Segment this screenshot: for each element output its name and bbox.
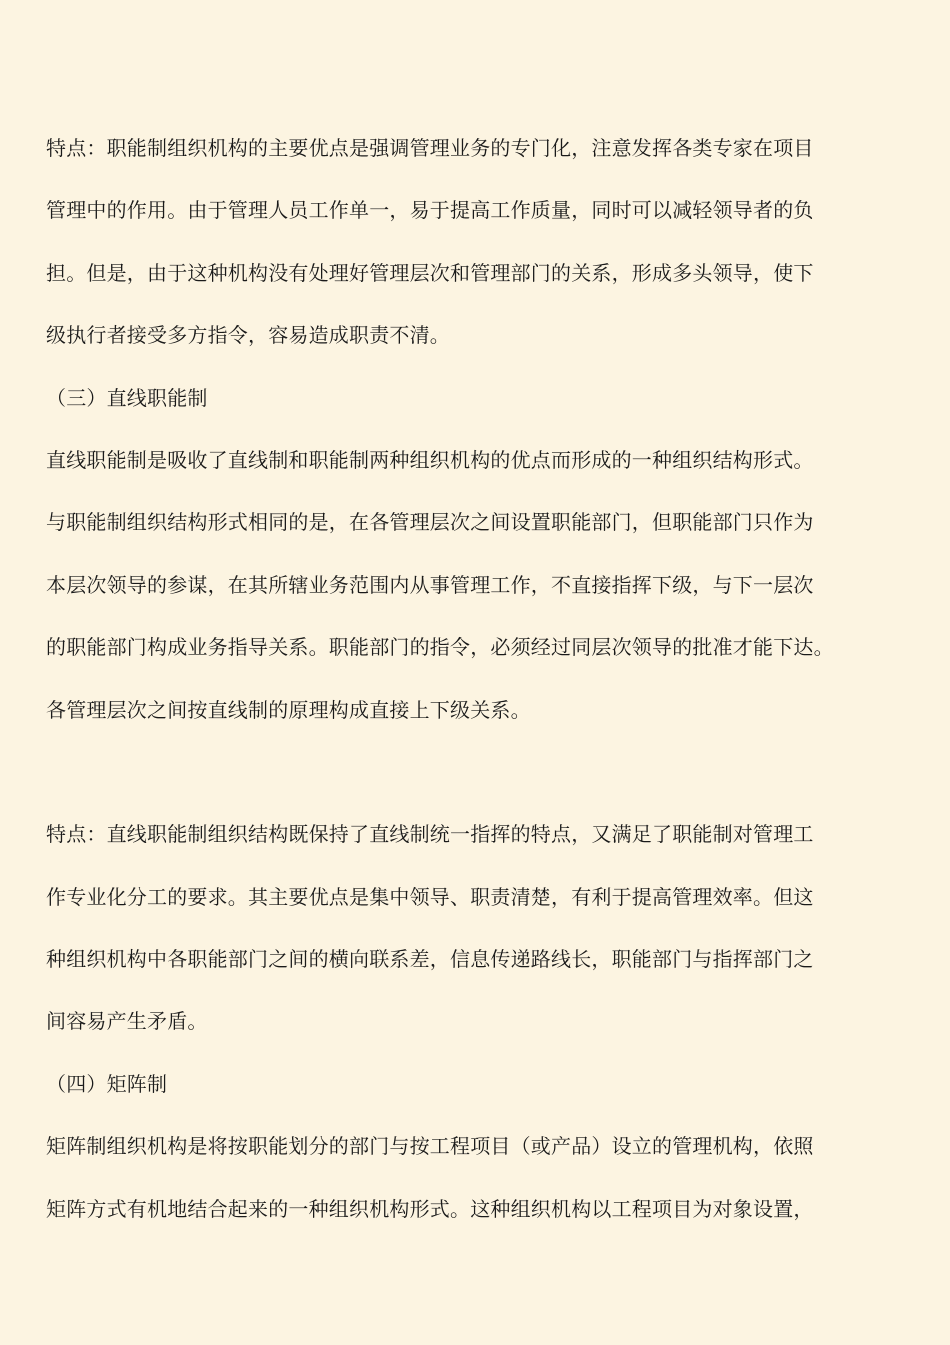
paragraph-line: 级执行者接受多方指令，容易造成职责不清。: [46, 323, 450, 348]
document-body: [46, 117, 858, 1240]
paragraph-line: 与职能制组织结构形式相同的是，在各管理层次之间设置职能部门，但职能部门只作为: [46, 510, 814, 535]
paragraph-line: 特点：直线职能制组织结构既保持了直线制统一指挥的特点，又满足了职能制对管理工: [46, 822, 814, 847]
paragraph-spacer: [46, 741, 858, 803]
paragraph-line: 直线职能制是吸收了直线制和职能制两种组织机构的优点而形成的一种组织结构形式。: [46, 447, 814, 472]
paragraph-line: 作专业化分工的要求。其主要优点是集中领导、职责清楚，有利于提高管理效率。但这: [46, 884, 814, 909]
paragraph-line: 的职能部门构成业务指导关系。职能部门的指令，必须经过同层次领导的批准才能下达。: [46, 635, 834, 660]
paragraph-line: 特点：职能制组织机构的主要优点是强调管理业务的专门化，注意发挥各类专家在项目: [46, 136, 814, 160]
paragraph-line: 本层次领导的参谋，在其所辖业务范围内从事管理工作，不直接指挥下级，与下一层次: [46, 572, 814, 597]
paragraph-line: 矩阵制组织机构是将按职能划分的部门与按工程项目（或产品）设立的管理机构，依照: [46, 1134, 814, 1159]
paragraph-line: 各管理层次之间按直线制的原理构成直接上下级关系。: [46, 697, 531, 722]
paragraph-line: 矩阵方式有机地结合起来的一种组织机构形式。这种组织机构以工程项目为对象设置，: [46, 1196, 814, 1221]
paragraph-line: 种组织机构中各职能部门之间的横向联系差，信息传递路线长，职能部门与指挥部门之: [46, 947, 814, 972]
paragraph-line: 间容易产生矛盾。: [46, 1009, 208, 1034]
section-heading: （三）直线职能制: [46, 385, 208, 410]
paragraph-line: 管理中的作用。由于管理人员工作单一，易于提高工作质量，同时可以减轻领导者的负: [46, 198, 814, 223]
paragraph-line: 担。但是，由于这种机构没有处理好管理层次和管理部门的关系，形成多头领导，使下: [46, 260, 814, 285]
section-heading: （四）矩阵制: [46, 1071, 168, 1096]
